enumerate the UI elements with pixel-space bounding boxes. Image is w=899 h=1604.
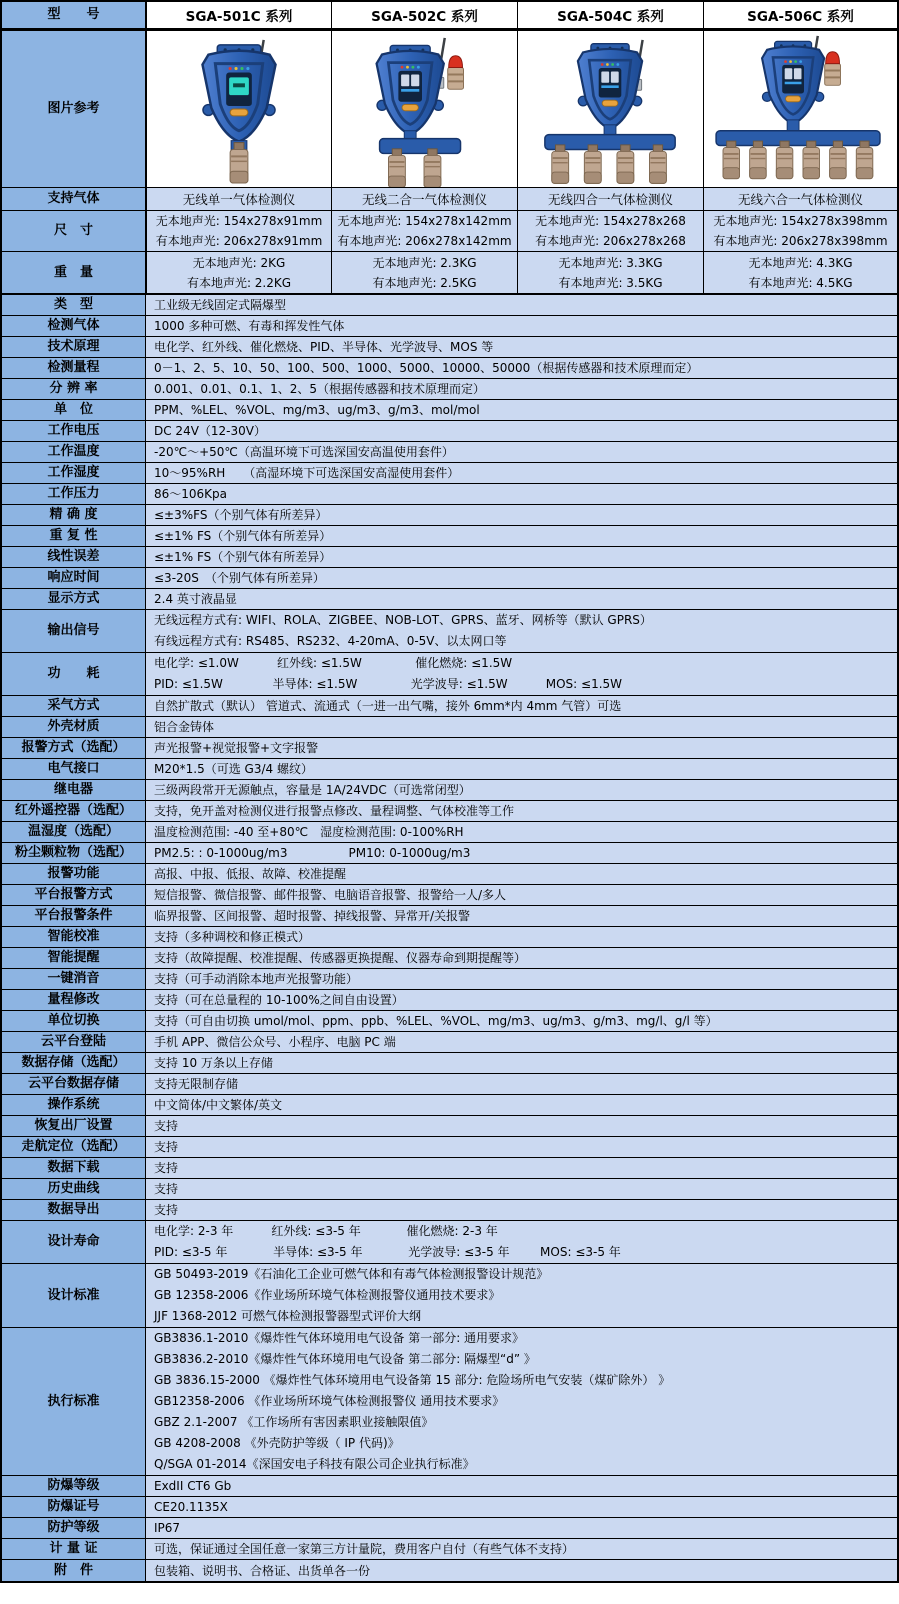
- spec-value: M20*1.5（可选 G3/4 螺纹）: [146, 759, 897, 779]
- spec-value: 支持（可在总量程的 10-100%之间自由设置）: [146, 990, 897, 1010]
- spec-row: [2, 1560, 897, 1581]
- dimensions-row: [2, 211, 897, 252]
- spec-label: 检测量程: [2, 358, 146, 378]
- dimension-line: 有本地声光: 206x278x91mm: [155, 234, 323, 248]
- spec-label: 类 型: [2, 295, 146, 315]
- spec-value: PM2.5: : 0-1000ug/m3 PM10: 0-1000ug/m3: [146, 843, 897, 863]
- spec-label: 继电器: [2, 780, 146, 800]
- spec-row: [2, 885, 897, 906]
- spec-label: 设计标准: [2, 1264, 146, 1327]
- dimension-line: 有本地声光: 206x278x142mm: [337, 234, 512, 248]
- spec-row: [2, 696, 897, 717]
- weight-506c: [703, 252, 897, 293]
- weight-502c: [331, 252, 517, 293]
- sga-501c-device-image: [148, 32, 331, 187]
- spec-label: 外壳材质: [2, 717, 146, 737]
- spec-value-line: GBZ 2.1-2007 《工作场所有害因素职业接触限值》: [154, 1415, 434, 1429]
- product-image-cell-502c: [331, 31, 517, 187]
- spec-row: [2, 738, 897, 759]
- spec-row: [2, 927, 897, 948]
- spec-row: [2, 717, 897, 738]
- spec-row: [2, 1328, 897, 1476]
- spec-value-line: GB 3836.15-2000 《爆炸性气体环境用电气设备第 15 部分: 危险场所电气安装（煤矿除外） 》: [154, 1373, 671, 1387]
- spec-label: 电气接口: [2, 759, 146, 779]
- header-row: [2, 2, 897, 31]
- dimensions-label: 尺 寸: [2, 211, 146, 251]
- dimension-line: 无本地声光: 154x278x142mm: [337, 214, 512, 228]
- spec-label: 恢复出厂设置: [2, 1116, 146, 1136]
- spec-label: 平台报警条件: [2, 906, 146, 926]
- spec-label: 操作系统: [2, 1095, 146, 1115]
- spec-value: 支持（多种调校和修正模式）: [146, 927, 897, 947]
- spec-row: [2, 1497, 897, 1518]
- spec-row: [2, 864, 897, 885]
- spec-row: [2, 316, 897, 337]
- spec-label: 单位切换: [2, 1011, 146, 1031]
- weight-line: 有本地声光: 2.2KG: [186, 275, 292, 290]
- weight-line: 无本地声光: 4.3KG: [748, 255, 853, 270]
- supported-gas-label: 支持气体: [2, 188, 146, 210]
- spec-value: 高报、中报、低报、故障、校准提醒: [146, 864, 897, 884]
- spec-row: [2, 337, 897, 358]
- spec-row: [2, 1053, 897, 1074]
- spec-row: [2, 1137, 897, 1158]
- spec-row: [2, 653, 897, 696]
- spec-row: [2, 1518, 897, 1539]
- spec-value: ≤3-20S （个别气体有所差异）: [146, 568, 897, 588]
- spec-value: PPM、%LEL、%VOL、mg/m3、ug/m3、g/m3、mol/mol: [146, 400, 897, 420]
- spec-label: 云平台登陆: [2, 1032, 146, 1052]
- weight-line: 无本地声光: 3.3KG: [558, 255, 663, 270]
- spec-value: ≤±1% FS（个别气体有所差异）: [146, 547, 897, 567]
- spec-row: [2, 1032, 897, 1053]
- spec-label: 报警功能: [2, 864, 146, 884]
- spec-value: 支持（可手动消除本地声光报警功能）: [146, 969, 897, 989]
- spec-row: [2, 526, 897, 547]
- spec-label: 响应时间: [2, 568, 146, 588]
- weight-line: 无本地声光: 2.3KG: [372, 255, 477, 270]
- spec-label: 温湿度（选配）: [2, 822, 146, 842]
- weight-line: 有本地声光: 4.5KG: [748, 275, 853, 290]
- spec-value: 支持无限制存储: [146, 1074, 897, 1094]
- spec-row: [2, 1158, 897, 1179]
- spec-label: 精 确 度: [2, 505, 146, 525]
- weight-line: 有本地声光: 2.5KG: [372, 275, 477, 290]
- spec-row: [2, 1116, 897, 1137]
- spec-row: [2, 1476, 897, 1497]
- spec-value: 86～106Kpa: [146, 484, 897, 504]
- dimension-line: 有本地声光: 206x278x268: [535, 234, 686, 248]
- spec-label: 单 位: [2, 400, 146, 420]
- spec-row: [2, 589, 897, 610]
- spec-value: [146, 1328, 897, 1475]
- spec-label: 线性误差: [2, 547, 146, 567]
- spec-label: 平台报警方式: [2, 885, 146, 905]
- spec-row: [2, 610, 897, 653]
- spec-row: [2, 1179, 897, 1200]
- spec-value: 电化学、红外线、催化燃烧、PID、半导体、光学波导、MOS 等: [146, 337, 897, 357]
- spec-value: 温度检测范围: -40 至+80℃ 湿度检测范围: 0-100%RH: [146, 822, 897, 842]
- supported-gas-502c: 无线二合一气体检测仪: [331, 188, 517, 210]
- spec-row: [2, 379, 897, 400]
- supported-gas-row: [2, 188, 897, 211]
- image-row: [2, 31, 897, 188]
- spec-value: 中文简体/中文繁体/英文: [146, 1095, 897, 1115]
- spec-label: 防护等级: [2, 1518, 146, 1538]
- spec-value: 声光报警+视觉报警+文字报警: [146, 738, 897, 758]
- spec-value-line: GB 50493-2019《石油化工企业可燃气体和有毒气体检测报警设计规范》: [154, 1267, 549, 1281]
- spec-value: 2.4 英寸液晶显: [146, 589, 897, 609]
- spec-label: 输出信号: [2, 610, 146, 652]
- spec-label: 红外遥控器（选配）: [2, 801, 146, 821]
- sga-504c-device-image: [519, 32, 703, 187]
- model-name-sga-501c: SGA-501C 系列: [146, 2, 331, 28]
- spec-value: IP67: [146, 1518, 897, 1538]
- spec-row: [2, 568, 897, 589]
- spec-row: [2, 822, 897, 843]
- spec-value-line: Q/SGA 01-2014《深国安电子科技有限公司企业执行标准》: [154, 1457, 475, 1471]
- spec-row: [2, 969, 897, 990]
- spec-value-line: GB3836.1-2010《爆炸性气体环境用电气设备 第一部分: 通用要求》: [154, 1331, 525, 1345]
- spec-value: [146, 1221, 897, 1263]
- spec-label: 量程修改: [2, 990, 146, 1010]
- spec-value: 支持，免开盖对检测仪进行报警点修改、量程调整、气体校准等工作: [146, 801, 897, 821]
- spec-label: 防爆等级: [2, 1476, 146, 1496]
- dimensions-502c: [331, 211, 517, 251]
- spec-value: DC 24V（12-30V）: [146, 421, 897, 441]
- product-image-cell-506c: [703, 31, 897, 187]
- spec-label: 设计寿命: [2, 1221, 146, 1263]
- spec-value-line: 有线远程方式有: RS485、RS232、4-20mA、0-5V、以太网口等: [154, 634, 507, 648]
- dimensions-504c: [517, 211, 703, 251]
- spec-value-line: 电化学: 2-3 年 红外线: ≤3-5 年 催化燃烧: 2-3 年: [154, 1224, 498, 1238]
- spec-row: [2, 547, 897, 568]
- sga-502c-device-image: [333, 32, 517, 187]
- model-name-sga-504c: SGA-504C 系列: [517, 2, 703, 28]
- spec-row: [2, 463, 897, 484]
- dimension-line: 无本地声光: 154x278x398mm: [713, 214, 888, 228]
- spec-value: ≤±3%FS（个别气体有所差异）: [146, 505, 897, 525]
- spec-label: 附 件: [2, 1560, 146, 1581]
- model-name-sga-506c: SGA-506C 系列: [703, 2, 897, 28]
- dimensions-501c: [146, 211, 331, 251]
- spec-label: 功 耗: [2, 653, 146, 695]
- spec-value: [146, 1264, 897, 1327]
- spec-row: [2, 1011, 897, 1032]
- spec-label: 防爆证号: [2, 1497, 146, 1517]
- spec-label: 数据存储（选配）: [2, 1053, 146, 1073]
- spec-label: 检测气体: [2, 316, 146, 336]
- spec-label: 智能提醒: [2, 948, 146, 968]
- spec-value: 支持: [146, 1116, 897, 1136]
- spec-row: [2, 1221, 897, 1264]
- spec-value-line: PID: ≤1.5W 半导体: ≤1.5W 光学波导: ≤1.5W MOS: ≤1.5W: [154, 677, 623, 691]
- spec-row: [2, 505, 897, 526]
- spec-value-line: PID: ≤3-5 年 半导体: ≤3-5 年 光学波导: ≤3-5 年 MOS: ≤3-5 年: [154, 1245, 621, 1259]
- spec-value: 支持（故障提醒、校准提醒、传感器更换提醒、仪器寿命到期提醒等）: [146, 948, 897, 968]
- spec-value: 短信报警、微信报警、邮件报警、电脑语音报警、报警给一人/多人: [146, 885, 897, 905]
- supported-gas-504c: 无线四合一气体检测仪: [517, 188, 703, 210]
- spec-row: [2, 990, 897, 1011]
- spec-value: 支持（可自由切换 umol/mol、ppm、ppb、%LEL、%VOL、mg/m3、ug/m3、g/m3、mg/l、g/l 等）: [146, 1011, 897, 1031]
- spec-value: 铝合金铸体: [146, 717, 897, 737]
- spec-value: 10～95%RH （高湿环境下可选深国安高湿使用套件）: [146, 463, 897, 483]
- spec-label: 报警方式（选配）: [2, 738, 146, 758]
- weight-line: 有本地声光: 3.5KG: [558, 275, 663, 290]
- spec-value: 包装箱、说明书、合格证、出货单各一份: [146, 1560, 897, 1581]
- spec-row: [2, 484, 897, 505]
- spec-value: 1000 多种可燃、有毒和挥发性气体: [146, 316, 897, 336]
- dimension-line: 有本地声光: 206x278x398mm: [713, 234, 888, 248]
- spec-value-line: GB 12358-2006《作业场所环境气体检测报警仪通用技术要求》: [154, 1288, 501, 1302]
- model-header-label: 型 号: [2, 2, 146, 28]
- spec-label: 技术原理: [2, 337, 146, 357]
- spec-value: 可选，保证通过全国任意一家第三方计量院，费用客户自付（有些气体不支持）: [146, 1539, 897, 1559]
- spec-label: 分 辨 率: [2, 379, 146, 399]
- spec-row: [2, 421, 897, 442]
- spec-label: 云平台数据存储: [2, 1074, 146, 1094]
- spec-rows: [2, 295, 897, 1581]
- spec-row: [2, 295, 897, 316]
- spec-value: ≤±1% FS（个别气体有所差异）: [146, 526, 897, 546]
- spec-value: 支持: [146, 1179, 897, 1199]
- spec-value: 0.001、0.01、0.1、1、2、5（根据传感器和技术原理而定）: [146, 379, 897, 399]
- spec-label: 粉尘颗粒物（选配）: [2, 843, 146, 863]
- spec-value: ExdII CT6 Gb: [146, 1476, 897, 1496]
- spec-label: 数据导出: [2, 1200, 146, 1220]
- spec-label: 走航定位（选配）: [2, 1137, 146, 1157]
- spec-label: 计 量 证: [2, 1539, 146, 1559]
- spec-label: 重 复 性: [2, 526, 146, 546]
- spec-value-line: GB12358-2006 《作业场所环境气体检测报警仪 通用技术要求》: [154, 1394, 505, 1408]
- spec-label: 智能校准: [2, 927, 146, 947]
- spec-row: [2, 1200, 897, 1221]
- spec-value: 临界报警、区间报警、超时报警、掉线报警、异常开/关报警: [146, 906, 897, 926]
- spec-row: [2, 759, 897, 780]
- spec-value: 支持: [146, 1200, 897, 1220]
- weight-label: 重 量: [2, 252, 146, 293]
- dimension-line: 无本地声光: 154x278x268: [535, 214, 686, 228]
- spec-value: 手机 APP、微信公众号、小程序、电脑 PC 端: [146, 1032, 897, 1052]
- weight-501c: [146, 252, 331, 293]
- spec-label: 采气方式: [2, 696, 146, 716]
- image-row-label: 图片参考: [2, 31, 146, 187]
- spec-row: [2, 948, 897, 969]
- spec-value: 支持: [146, 1158, 897, 1178]
- spec-label: 历史曲线: [2, 1179, 146, 1199]
- spec-label: 执行标准: [2, 1328, 146, 1475]
- spec-value-line: GB 4208-2008 《外壳防护等级（ IP 代码)》: [154, 1436, 400, 1450]
- spec-row: [2, 358, 897, 379]
- spec-value: CE20.1135X: [146, 1497, 897, 1517]
- model-name-sga-502c: SGA-502C 系列: [331, 2, 517, 28]
- spec-value: [146, 610, 897, 652]
- supported-gas-506c: 无线六合一气体检测仪: [703, 188, 897, 210]
- spec-label: 一键消音: [2, 969, 146, 989]
- spec-row: [2, 1095, 897, 1116]
- spec-row: [2, 843, 897, 864]
- spec-label: 工作温度: [2, 442, 146, 462]
- spec-value: -20℃～+50℃（高温环境下可选深国安高温使用套件）: [146, 442, 897, 462]
- spec-row: [2, 1539, 897, 1560]
- spec-value: 工业级无线固定式隔爆型: [146, 295, 897, 315]
- spec-value: [146, 653, 897, 695]
- dimension-line: 无本地声光: 154x278x91mm: [155, 214, 323, 228]
- spec-row: [2, 442, 897, 463]
- spec-value-line: 电化学: ≤1.0W 红外线: ≤1.5W 催化燃烧: ≤1.5W: [154, 656, 513, 670]
- spec-label: 工作湿度: [2, 463, 146, 483]
- spec-label: 工作压力: [2, 484, 146, 504]
- spec-row: [2, 801, 897, 822]
- spec-value-line: JJF 1368-2012 可燃气体检测报警器型式评价大纲: [154, 1309, 422, 1323]
- spec-value-line: GB3836.2-2010《爆炸性气体环境用电气设备 第二部分: 隔爆型“d” 》: [154, 1352, 536, 1366]
- spec-value: 0－1、2、5、10、50、100、500、1000、5000、10000、50000（根据传感器和技术原理而定）: [146, 358, 897, 378]
- spec-label: 工作电压: [2, 421, 146, 441]
- spec-value: 自然扩散式（默认） 管道式、流通式（一进一出气嘴，接外 6mm*内 4mm 气管）可选: [146, 696, 897, 716]
- weight-line: 无本地声光: 2KG: [192, 255, 286, 270]
- spec-label: 数据下载: [2, 1158, 146, 1178]
- dimensions-506c: [703, 211, 897, 251]
- weight-row: [2, 252, 897, 295]
- spec-value: 支持: [146, 1137, 897, 1157]
- spec-row: [2, 906, 897, 927]
- spec-row: [2, 400, 897, 421]
- product-image-cell-501c: [146, 31, 331, 187]
- spec-value: 三级两段常开无源触点，容量是 1A/24VDC（可选常闭型）: [146, 780, 897, 800]
- spec-value: 支持 10 万条以上存储: [146, 1053, 897, 1073]
- spec-label: 显示方式: [2, 589, 146, 609]
- spec-value-line: 无线远程方式有: WIFI、ROLA、ZIGBEE、NOB-LOT、GPRS、蓝牙、网桥等（默认 GPRS）: [154, 613, 652, 627]
- weight-504c: [517, 252, 703, 293]
- supported-gas-501c: 无线单一气体检测仪: [146, 188, 331, 210]
- sga-506c-device-image: [704, 32, 897, 187]
- spec-row: [2, 1074, 897, 1095]
- product-image-cell-504c: [517, 31, 703, 187]
- spec-row: [2, 780, 897, 801]
- spec-row: [2, 1264, 897, 1328]
